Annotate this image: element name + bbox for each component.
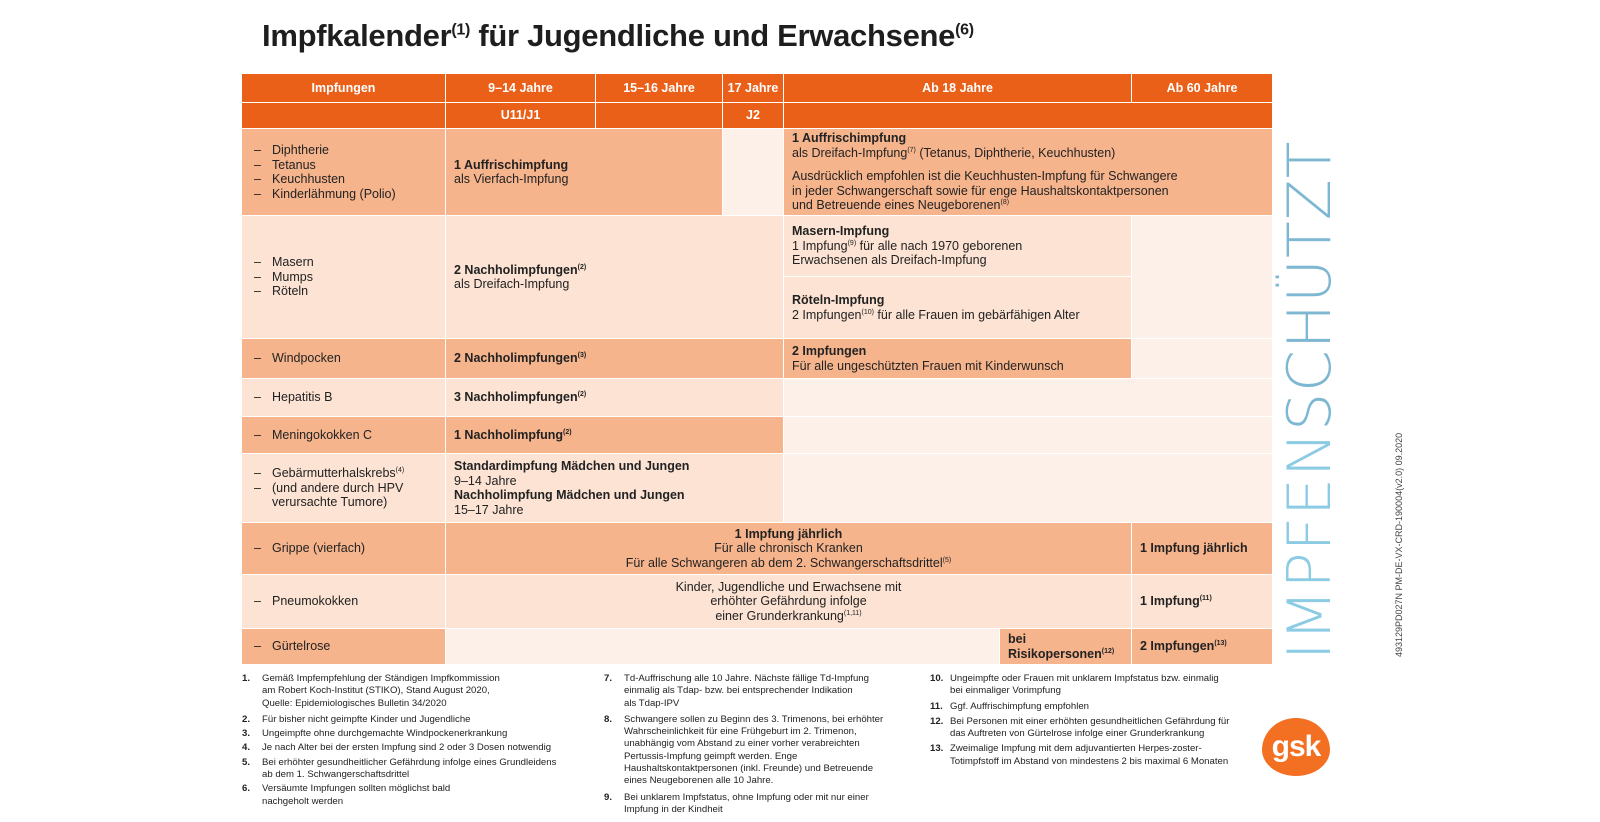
vaccine-flu: – Grippe (vierfach): [242, 523, 445, 574]
footnote-8: 8. Schwangere sollen zu Beginn des 3. Trimenons, bei erhöhter Wahrscheinlichkeit für eine Frühgeburt im 2. Trimenon, unabhängig vom Abstand zu einer vorher verabreichten Pertussis-Impfung geimpft werden. Enge Haushaltskontaktpersonen (inkl. Freunde) und Betreuende eines Neugeborenen alle 10 Jahre.: [604, 713, 884, 787]
subheader-j2: J2: [723, 103, 783, 128]
shingles-risk-cell: bei Risikopersonen$^{(12)}$: [1000, 629, 1131, 664]
hpv-adult-cell: [784, 454, 1272, 522]
pneumo-senior-cell: 1 Impfung$^{(11)}$: [1132, 575, 1272, 628]
document-code: 493129PD027N PM-DE-VX-CRD-190004(v2.0) 09.2020: [1394, 432, 1404, 657]
subheader-empty-1: [242, 103, 445, 128]
footnote-1: 1. Gemäß Impfempfehlung der Ständigen Impfkommission am Robert Koch-Institut (STIKO), Stand August 2020, Quelle: Epidemiologisches Bulletin 34/2020: [242, 673, 500, 709]
dtp-young-cell: 1 Auffrischimpfung als Vierfach-Impfung: [446, 129, 722, 215]
footnotes-col-3: [930, 673, 1270, 769]
mening-adult-cell: [784, 417, 1272, 453]
footnote-11: 11. Ggf. Auffrischimpfung empfohlen: [930, 700, 1090, 712]
mmr-rubella-cell: Röteln-Impfung 2 Impfungen$^{(10)}$ für alle Frauen im gebärfähigen Alter: [784, 277, 1131, 338]
mening-young-cell: 1 Nachholimpfung$^{(2)}$: [446, 417, 783, 453]
footnote-12: 12. Bei Personen mit einer erhöhten gesundheitlichen Gefährdung für das Auftreten von Gürtelrose infolge einer Grunderkrankung: [930, 715, 1230, 740]
footnote-9: 9. Bei unklarem Impfstatus, ohne Impfung oder mit nur einer Impfung in der Kindheit: [604, 791, 869, 815]
vaccine-hepatitis-b: – Hepatitis B: [242, 379, 445, 416]
impfen-schuetzt-wordmark: IMPFENSCHÜTZT: [1275, 140, 1345, 660]
hpv-young-cell: Standardimpfung Mädchen und Jungen 9–14 Jahre Nachholimpfung Mädchen und Jungen 15–17 Jahre: [446, 454, 783, 522]
vaccine-shingles: – Gürtelrose: [242, 629, 445, 664]
footnotes-col-1: [242, 673, 582, 809]
footnote-5: 5. Bei erhöhter gesundheitlicher Gefährdung infolge eines Grundleidens ab dem 1. Schwangerschaftsdrittel: [242, 756, 557, 781]
footnote-10: 10. Ungeimpfte oder Frauen mit unklarem Impfstatus bzw. einmalig bei einmaliger Vorimpfung: [930, 673, 1219, 697]
footnote-4: 4. Je nach Alter bei der ersten Impfung sind 2 oder 3 Dosen notwendig: [242, 742, 552, 754]
footnote-7: 7. Td-Auffrischung alle 10 Jahre. Nächste fällige Td-Impfung einmalig als Tdap- bzw. bei entsprechender Indikation als Tdap-IPV: [604, 673, 869, 709]
mmr-measles-cell: Masern-Impfung 1 Impfung$^{(9)}$ für alle nach 1970 geborenen Erwachsenen als Dreifach-Impfung: [784, 216, 1131, 276]
vaccine-hpv: – Gebärmutterhalskrebs$^{(4)}$ – (und andere durch HPV verursachte Tumore): [242, 454, 445, 522]
footnote-6: 6. Versäumte Impfungen sollten möglichst bald nachgeholt werden: [242, 783, 451, 807]
hepb-young-cell: 3 Nachholimpfungen$^{(2)}$: [446, 379, 783, 416]
footnote-3: 3. Ungeimpfte ohne durchgemachte Windpockenerkrankung: [242, 728, 508, 740]
vaccine-dtp: – Diphtherie – Tetanus – Keuchhusten – Kinderlähmung (Polio): [242, 129, 445, 215]
header-age-60: Ab 60 Jahre: [1132, 74, 1272, 102]
flu-main-cell: 1 Impfung jährlich Für alle chronisch Kranken Für alle Schwangeren ab dem 2. Schwangerschaftsdrittel$^{(5)}$: [446, 523, 1131, 574]
subheader-empty-3: [784, 103, 1272, 128]
dtp-adult-cell: 1 Auffrischimpfung als Dreifach-Impfung$^{(7)}$ (Tetanus, Diphtherie, Keuchhusten) Ausdrücklich empfohlen ist die Keuchhusten-Impfung für Schwangere in jeder Schwangerschaft sowie für enge Haushaltskontaktpersonen und Betreuende eines Neugeborenen$^{(8)}$: [784, 129, 1272, 215]
header-age-18: Ab 18 Jahre: [784, 74, 1131, 102]
subheader-empty-2: [596, 103, 722, 128]
page-title: Impfkalender$^{(1)}$ für Jugendliche und Erwachsene$^{(6)}$: [262, 18, 974, 53]
dtp-17-cell: [723, 129, 783, 215]
mmr-senior-cell: [1132, 216, 1272, 338]
flu-senior-cell: 1 Impfung jährlich: [1132, 523, 1272, 574]
header-age-17: 17 Jahre: [723, 74, 783, 102]
hepb-adult-cell: [784, 379, 1272, 416]
mmr-young-cell: 2 Nachholimpfungen$^{(2)}$ als Dreifach-Impfung: [446, 216, 783, 338]
varicella-adult-cell: 2 Impfungen Für alle ungeschützten Frauen mit Kinderwunsch: [784, 339, 1131, 378]
footnotes-col-2: [604, 673, 914, 817]
footnote-13: 13. Zweimalige Impfung mit dem adjuvantierten Herpes-zoster- Totimpfstoff im Abstand von mindestens 2 bis maximal 6 Monaten: [930, 743, 1229, 767]
subheader-u11: U11/J1: [446, 103, 595, 128]
shingles-senior-cell: 2 Impfungen$^{(13)}$: [1132, 629, 1272, 664]
shingles-young-cell: [446, 629, 999, 664]
varicella-young-cell: 2 Nachholimpfungen$^{(3)}$: [446, 339, 783, 378]
vaccine-mmr: – Masern – Mumps – Röteln: [242, 216, 445, 338]
vaccine-meningococcus: – Meningokokken C: [242, 417, 445, 453]
pneumo-main-cell: Kinder, Jugendliche und Erwachsene mit erhöhter Gefährdung infolge einer Grunderkrankung$^{(1,11)}$: [446, 575, 1131, 628]
varicella-senior-cell: [1132, 339, 1272, 378]
header-age-15-16: 15–16 Jahre: [596, 74, 722, 102]
vaccine-pneumococcus: – Pneumokokken: [242, 575, 445, 628]
header-impfungen: Impfungen: [242, 74, 445, 102]
gsk-logo: gsk: [1262, 718, 1330, 776]
vaccine-varicella: – Windpocken: [242, 339, 445, 378]
footnote-2: 2. Für bisher nicht geimpfte Kinder und Jugendliche: [242, 713, 471, 725]
header-age-9-14: 9–14 Jahre: [446, 74, 595, 102]
